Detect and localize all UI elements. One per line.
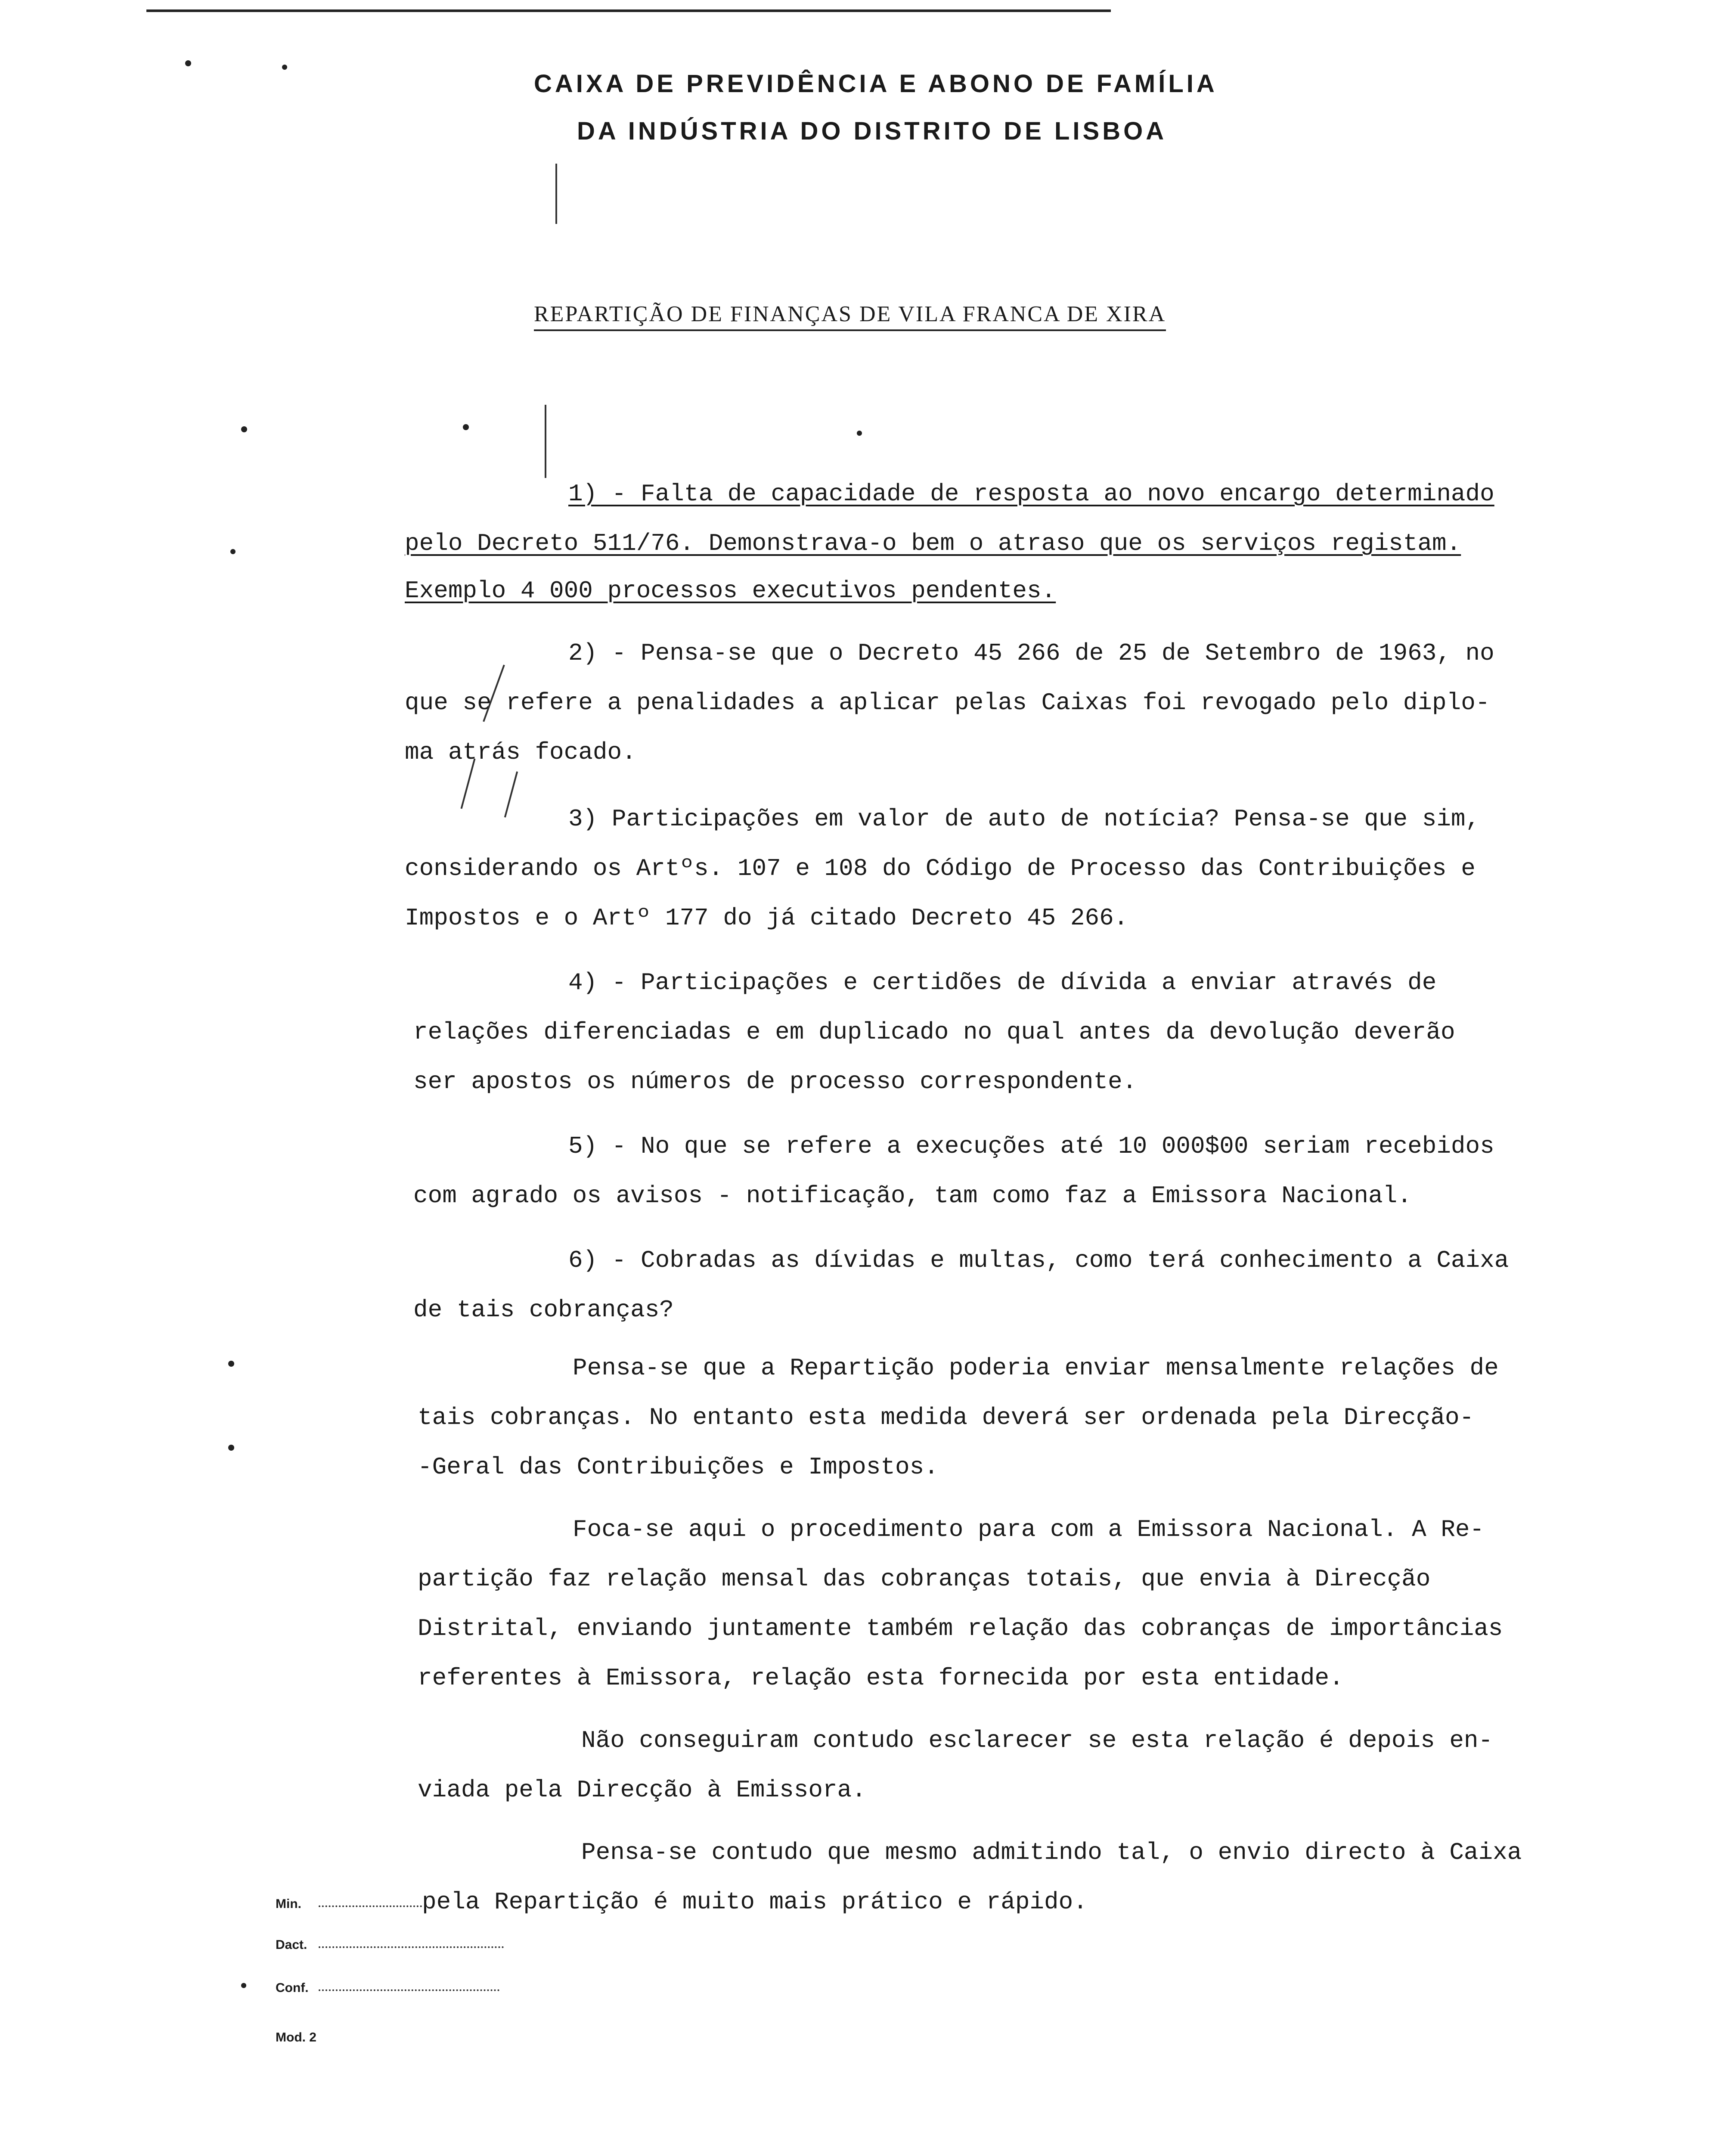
letterhead [534, 60, 1218, 155]
footer-dact-dots [319, 1946, 504, 1948]
body-line: viada pela Direcção à Emissora. [418, 1776, 866, 1804]
body-line: ma atrás focado. [405, 738, 636, 766]
body-line: Impostos e o Artº 177 do já citado Decreto 45 266. [405, 904, 1128, 932]
body-line: Não conseguiram contudo esclarecer se esta relação é depois en- [581, 1727, 1493, 1754]
body-line: 5) - No que se refere a execuções até 10 000$00 seriam recebidos [568, 1132, 1494, 1160]
scan-speck [185, 60, 191, 66]
pen-mark [504, 771, 518, 817]
body-line: de tais cobranças? [413, 1296, 674, 1324]
body-line: ser apostos os números de processo correspondente. [413, 1068, 1137, 1095]
pen-mark [545, 405, 546, 478]
pen-mark [461, 759, 476, 809]
body-line: Pensa-se que a Repartição poderia enviar mensalmente relações de [573, 1354, 1499, 1382]
scan-speck [282, 65, 287, 70]
body-line: 4) - Participações e certidões de dívida a enviar através de [568, 969, 1437, 996]
footer-min-label: Min. [276, 1897, 301, 1911]
scan-speck [228, 1445, 234, 1451]
body-line: 6) - Cobradas as dívidas e multas, como terá conhecimento a Caixa [568, 1247, 1509, 1274]
office-title: REPARTIÇÃO DE FINANÇAS DE VILA FRANCA DE XIRA [534, 301, 1166, 331]
body-line: considerando os Artºs. 107 e 108 do Código de Processo das Contribuições e [405, 855, 1476, 882]
body-line: pelo Decreto 511/76. Demonstrava-o bem o atraso que os serviços registam. [405, 530, 1461, 557]
pen-mark [555, 164, 557, 224]
body-line: que se refere a penalidades a aplicar pelas Caixas foi revogado pelo diplo- [405, 689, 1490, 717]
top-rule [146, 9, 1111, 12]
footer-mod-label: Mod. 2 [276, 2030, 316, 2044]
body-line: Exemplo 4 000 processos executivos pendentes. [405, 577, 1056, 605]
body-line: 2) - Pensa-se que o Decreto 45 266 de 25 de Setembro de 1963, no [568, 639, 1494, 667]
footer-dact-label: Dact. [276, 1938, 307, 1952]
body-line: 3) Participações em valor de auto de notícia? Pensa-se que sim, [568, 805, 1480, 833]
body-line: pela Repartição é muito mais prático e rápido. [422, 1888, 1088, 1916]
body-line: relações diferenciadas e em duplicado no qual antes da devolução deverão [413, 1018, 1455, 1046]
scan-speck [857, 431, 862, 436]
body-line: 1) - Falta de capacidade de resposta ao novo encargo determinado [568, 480, 1494, 508]
body-line: partição faz relação mensal das cobranças totais, que envia à Direcção [418, 1565, 1431, 1593]
letterhead-line-2: DA INDÚSTRIA DO DISTRITO DE LISBOA [577, 117, 1167, 145]
body-line: com agrado os avisos - notificação, tam como faz a Emissora Nacional. [413, 1182, 1412, 1210]
scan-speck [463, 424, 469, 430]
scan-speck [241, 426, 247, 432]
scan-speck [241, 1983, 246, 1988]
body-line: Foca-se aqui o procedimento para com a Emissora Nacional. A Re- [573, 1516, 1485, 1543]
body-line: tais cobranças. No entanto esta medida deverá ser ordenada pela Direcção- [418, 1404, 1474, 1431]
body-line: referentes à Emissora, relação esta fornecida por esta entidade. [418, 1664, 1344, 1692]
body-line: Pensa-se contudo que mesmo admitindo tal, o envio directo à Caixa [581, 1839, 1522, 1866]
footer-conf-dots [319, 1989, 499, 1991]
scan-speck [228, 1361, 234, 1367]
body-line: -Geral das Contribuições e Impostos. [418, 1453, 939, 1481]
footer-conf-label: Conf. [276, 1981, 309, 1995]
footer-min-dots [319, 1905, 422, 1907]
scan-speck [230, 549, 236, 554]
body-line: Distrital, enviando juntamente também relação das cobranças de importâncias [418, 1615, 1503, 1642]
letterhead-line-1: CAIXA DE PREVIDÊNCIA E ABONO DE FAMÍLIA [534, 70, 1218, 98]
